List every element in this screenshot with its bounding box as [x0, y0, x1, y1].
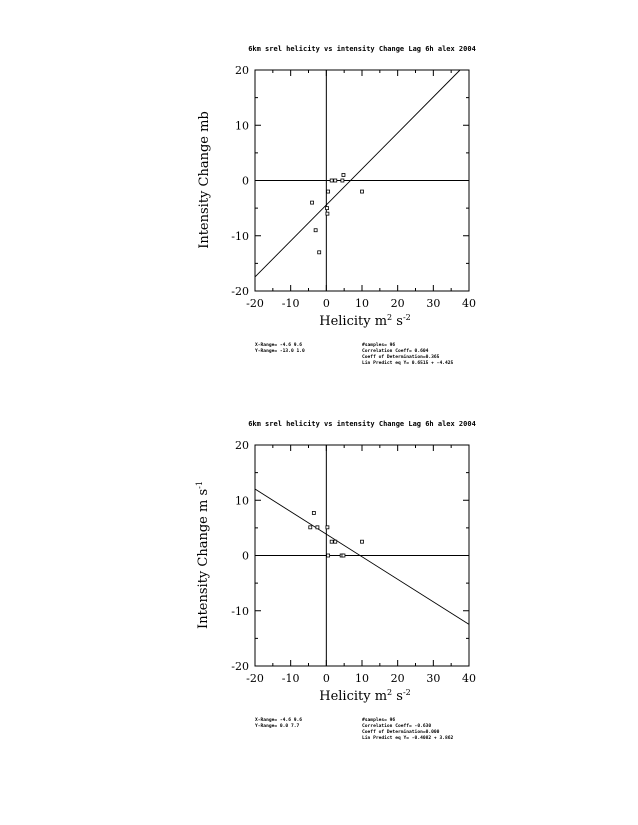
chart-2-data-point: [309, 526, 312, 529]
chart-2-x-tick-label: 40: [462, 672, 476, 685]
chart-1-data-point: [361, 190, 364, 193]
chart-2-stats-right: [362, 717, 454, 741]
chart-2-points: [309, 511, 364, 557]
chart-1-data-point: [327, 190, 330, 193]
chart-1-y-range: Y-Range= -13.0 1.0: [255, 349, 305, 354]
chart-2-data-point: [326, 526, 329, 529]
chart-1-data-point: [318, 251, 321, 254]
chart-2-fit-equation: Lin Predict eq Y= -0.4082 + 3.862: [362, 736, 454, 741]
chart-2-data-point: [342, 554, 345, 557]
chart-2-data-point: [334, 540, 337, 543]
chart-2-correlation: Correlation Coeff= -0.630: [362, 724, 432, 729]
chart-1-y-tick-label: 20: [235, 64, 249, 77]
chart-1-y-tick-label: 10: [235, 119, 249, 133]
chart-2-x-tick-label: 20: [390, 672, 405, 685]
chart-1-y-axis-label: Intensity Change mb: [197, 111, 212, 249]
chart-2-samples: #samples= 96: [362, 718, 396, 723]
chart-2-x-tick-label: -10: [281, 672, 300, 685]
chart-1-stats-left: [255, 342, 305, 354]
chart-2-y-tick-label: -10: [231, 604, 249, 618]
chart-1-data-point: [342, 173, 345, 176]
chart-1-samples: #samples= 96: [362, 343, 396, 348]
chart-1-x-tick-label: -10: [281, 297, 300, 310]
chart-2-x-tick-label: 10: [355, 672, 369, 685]
chart-1-data-point: [330, 179, 333, 182]
chart-1-x-axis-label: Helicity $m^2$ $s^{-2}$: [319, 313, 411, 329]
chart-1-data-point: [334, 179, 337, 182]
chart-1-y-tick-label: 0: [242, 174, 249, 188]
chart-1-data-point: [314, 229, 317, 232]
chart-1-regression-line: [255, 70, 460, 277]
chart-1-x-range: X-Range= -4.6 9.6: [255, 343, 303, 348]
chart-1-x-tick-label: 0: [322, 297, 330, 310]
chart-1-x-tick-label: -20: [246, 297, 264, 310]
chart-2-stats-left: [255, 717, 302, 729]
chart-2: [195, 420, 476, 741]
chart-1-data-point: [341, 179, 344, 182]
chart-2-x-tick-label: -20: [246, 672, 264, 685]
chart-1-stats-right: [362, 342, 454, 366]
chart-1-data-point: [311, 201, 314, 204]
chart-1: [197, 45, 476, 366]
chart-2-data-point: [316, 526, 319, 529]
chart-2-x-axis-label: Helicity $m^2$ $s^{-2}$: [319, 688, 411, 704]
chart-1-y-tick-label: -10: [231, 229, 249, 243]
chart-2-x-range: X-Range= -4.6 9.6: [255, 718, 303, 723]
chart-1-points: [311, 173, 364, 253]
chart-1-fit-equation: Lin Predict eq Y= 0.6515 + -4.425: [362, 361, 454, 366]
chart-2-y-axis-label: Intensity Change m $s^{-1}$: [195, 481, 211, 629]
chart-2-y-tick-label: -20: [231, 660, 249, 673]
chart-1-ticks: [231, 64, 476, 310]
chart-2-zero-axes: [255, 445, 469, 666]
chart-2-data-point: [312, 511, 315, 514]
chart-2-determination: Coeff of Determination=0.000: [362, 730, 440, 735]
chart-2-x-tick-label: 0: [322, 672, 330, 685]
chart-1-x-tick-label: 40: [462, 297, 476, 310]
chart-2-y-tick-label: 10: [235, 494, 249, 508]
chart-1-title: 6km srel helicity vs intensity Change Lag 6h alex 2004: [248, 45, 476, 53]
chart-2-fit-line: [255, 489, 469, 624]
chart-2-y-range: Y-Range= 0.0 7.7: [255, 724, 300, 729]
chart-1-x-tick-label: 30: [426, 297, 441, 310]
chart-1-x-tick-label: 10: [355, 297, 369, 310]
chart-2-data-point: [361, 540, 364, 543]
chart-1-zero-axes: [255, 70, 469, 291]
chart-2-data-point: [330, 540, 333, 543]
chart-1-x-tick-label: 20: [390, 297, 405, 310]
chart-2-regression-line: [255, 489, 469, 624]
chart-2-y-tick-label: 0: [242, 549, 249, 563]
chart-1-determination: Coeff of Determination=0.365: [362, 355, 440, 360]
chart-2-title: 6km srel helicity vs intensity Change Lag 6h alex 2004: [248, 420, 476, 428]
chart-1-y-tick-label: -20: [231, 285, 249, 298]
chart-1-data-point: [326, 212, 329, 215]
chart-1-data-point: [326, 207, 329, 210]
chart-2-ticks: [231, 439, 476, 685]
chart-2-x-tick-label: 30: [426, 672, 441, 685]
chart-1-fit-line: [255, 70, 460, 277]
chart-1-correlation: Correlation Coeff= 0.604: [362, 349, 429, 354]
chart-2-data-point: [327, 554, 330, 557]
chart-2-y-tick-label: 20: [235, 439, 249, 452]
